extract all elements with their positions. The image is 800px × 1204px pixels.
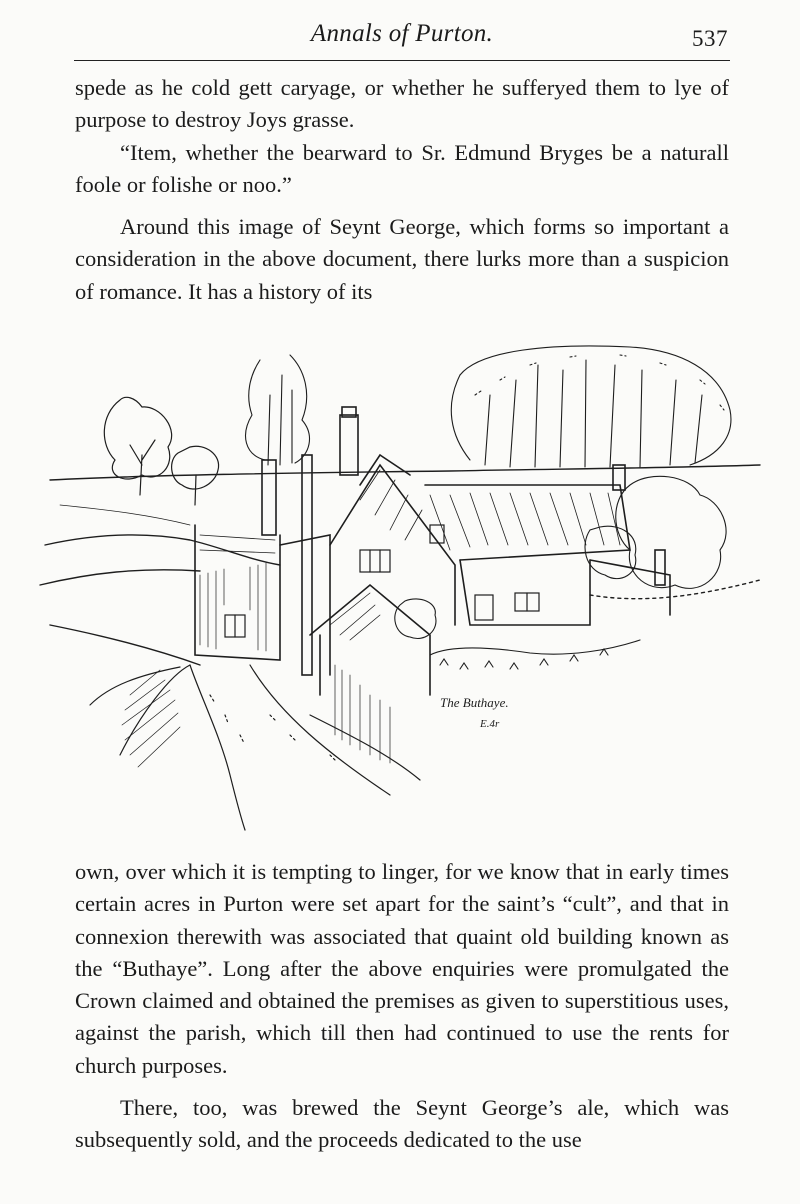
background-trees xyxy=(246,346,731,467)
artist-initials: E.4r xyxy=(480,718,500,730)
running-header xyxy=(74,16,730,61)
buthaye-illustration xyxy=(30,335,770,835)
paragraph-buthaye: own, over which it is tempting to linger, for we know that in early times certain acres in Purton were set apart for the saint’s “cult”, and that in connexion therewith was associated that quaint old building known as the “Buthaye”. Long after the above enquiries were promulgated the Crown claimed and obtained the premises as given to superstitious uses, against the parish, which till then had continued to use the rents for church purposes. xyxy=(75,859,729,1078)
paragraph-seynt-george: Around this image of Seynt George, which forms so important a consideration in the above document, there lurks more than a suspicion of romance. It has a history of its xyxy=(75,214,729,304)
field-lines xyxy=(40,465,760,665)
illustration-caption: The Buthaye. xyxy=(440,695,509,710)
body-text-bottom xyxy=(75,856,729,1157)
body-text-top xyxy=(75,72,729,308)
bushes xyxy=(395,476,726,669)
paragraph-item-quote: “Item, whether the bearward to Sr. Edmund Bryges be a naturall foole or folishe or noo.” xyxy=(75,139,729,197)
windows xyxy=(225,525,539,637)
running-title: Annals of Purton. xyxy=(310,20,494,47)
page-number: 537 xyxy=(692,26,728,51)
left-trees xyxy=(104,397,218,505)
paragraph-seynt-george-ale: There, too, was brewed the Seynt George’s ale, which was subsequently sold, and the proceeds dedicated to the use xyxy=(75,1095,729,1153)
cottage-sketch xyxy=(30,335,770,835)
paragraph-continuation: spede as he cold gett caryage, or whether he sufferyed them to lye of purpose to destroy Joys grasse. xyxy=(75,75,729,133)
lane xyxy=(90,665,420,830)
chimneys xyxy=(262,407,665,675)
